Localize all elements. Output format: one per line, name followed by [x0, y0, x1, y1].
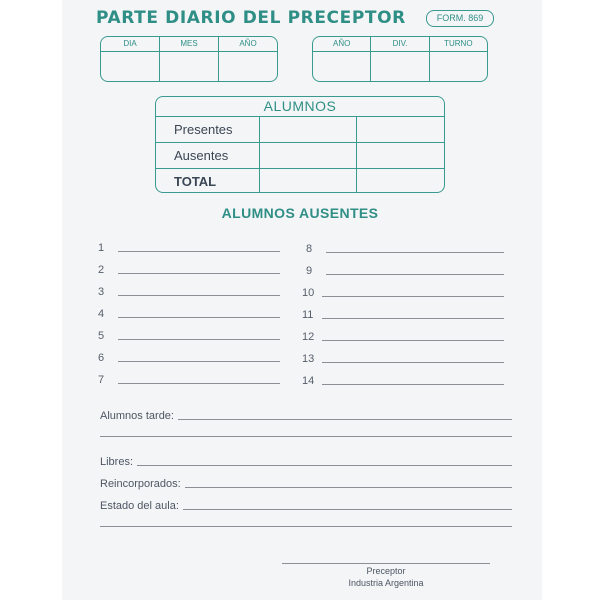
writing-line[interactable] [100, 436, 512, 437]
writing-line [322, 361, 504, 363]
absent-line[interactable] [98, 372, 280, 386]
line-number: 2 [98, 264, 105, 276]
writing-line [322, 383, 504, 385]
class-column-header: DIV. [371, 37, 428, 52]
line-number: 5 [98, 330, 105, 342]
class-column-division[interactable] [371, 37, 429, 81]
alumnos-row-ausentes [156, 143, 444, 169]
line-number: 1 [98, 242, 105, 254]
origin-label: Industria Argentina [348, 578, 424, 588]
alumnos-row-total [156, 169, 444, 193]
writing-line [118, 272, 280, 274]
absent-line[interactable] [98, 240, 280, 254]
date-column-header: AÑO [219, 37, 277, 52]
line-number: 14 [302, 375, 315, 387]
reinstated-students-field[interactable] [100, 476, 512, 490]
writing-line [118, 250, 280, 252]
absent-line[interactable] [98, 262, 280, 276]
line-number: 12 [302, 331, 315, 343]
writing-line [326, 251, 504, 253]
writing-line [118, 316, 280, 318]
line-number: 10 [302, 287, 315, 299]
writing-line[interactable] [100, 526, 512, 527]
writing-line [118, 360, 280, 362]
alumnos-table [155, 96, 445, 193]
absent-line[interactable] [302, 351, 504, 365]
line-number: 7 [98, 374, 105, 386]
table-cell[interactable] [260, 169, 357, 193]
line-number: 8 [306, 243, 313, 255]
date-column-header: DIA [101, 37, 159, 52]
field-label: Estado del aula: [100, 500, 179, 512]
line-number: 13 [302, 353, 315, 365]
alumnos-row-presentes [156, 117, 444, 143]
writing-line [118, 382, 280, 384]
line-number: 11 [302, 309, 314, 321]
date-column-day[interactable] [101, 37, 160, 81]
absent-line[interactable] [306, 241, 504, 255]
writing-line [118, 338, 280, 340]
form-title: PARTE DIARIO DEL PRECEPTOR [96, 8, 406, 28]
classroom-state-field[interactable] [100, 498, 512, 512]
field-label: Reincorporados: [100, 478, 181, 490]
alumnos-table-title: ALUMNOS [156, 97, 444, 117]
absent-line[interactable] [306, 263, 504, 277]
line-number: 6 [98, 352, 105, 364]
writing-line [137, 465, 512, 466]
writing-line [118, 294, 280, 296]
table-cell[interactable] [260, 117, 357, 142]
free-students-field[interactable] [100, 454, 512, 468]
row-label: Ausentes [156, 143, 260, 168]
row-label: TOTAL [156, 169, 260, 193]
writing-line [185, 487, 512, 488]
absent-line[interactable] [302, 329, 504, 343]
absent-line[interactable] [302, 373, 504, 387]
absent-line[interactable] [302, 307, 504, 321]
table-cell[interactable] [357, 169, 444, 193]
absent-line[interactable] [98, 328, 280, 342]
form-number-badge: FORM. 869 [426, 10, 494, 27]
class-column-year[interactable] [313, 37, 371, 81]
field-label: Libres: [100, 456, 134, 468]
writing-line [322, 295, 504, 297]
table-cell[interactable] [357, 143, 444, 168]
table-cell[interactable] [357, 117, 444, 142]
writing-line [322, 339, 504, 341]
class-column-header: TURNO [430, 37, 487, 52]
date-box [100, 36, 278, 82]
writing-line [183, 509, 512, 510]
line-number: 9 [306, 265, 313, 277]
signature-label: Preceptor [366, 566, 406, 576]
date-column-year[interactable] [219, 37, 277, 81]
absent-line[interactable] [98, 306, 280, 320]
line-number: 3 [98, 286, 105, 298]
class-info-box [312, 36, 488, 82]
date-column-header: MES [160, 37, 218, 52]
signature-line[interactable] [282, 563, 490, 564]
absent-line[interactable] [98, 350, 280, 364]
table-cell[interactable] [260, 143, 357, 168]
absent-section-title: ALUMNOS AUSENTES [221, 205, 379, 221]
field-label: Alumnos tarde: [100, 410, 174, 422]
writing-line [326, 273, 504, 275]
date-column-month[interactable] [160, 37, 219, 81]
absent-line[interactable] [98, 284, 280, 298]
line-number: 4 [98, 308, 105, 320]
row-label: Presentes [156, 117, 260, 142]
late-students-field[interactable] [100, 408, 512, 422]
class-column-shift[interactable] [430, 37, 487, 81]
writing-line [178, 419, 512, 420]
writing-line [322, 317, 504, 319]
class-column-header: AÑO [313, 37, 370, 52]
absent-line[interactable] [302, 285, 504, 299]
